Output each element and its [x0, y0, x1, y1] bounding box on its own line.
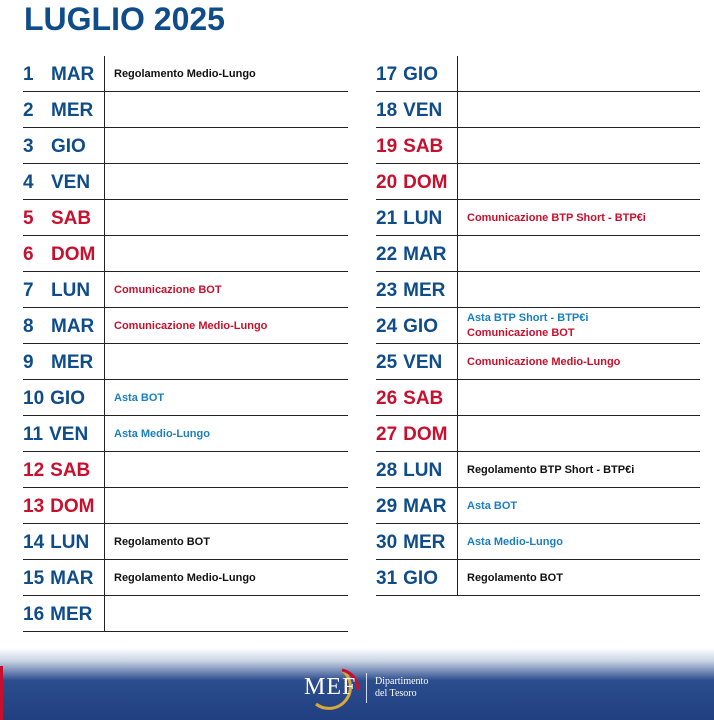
day-label — [376, 380, 456, 416]
day-events — [114, 272, 348, 308]
day-events — [114, 488, 348, 524]
day-number: 12 — [23, 460, 45, 481]
day-label — [23, 596, 103, 632]
day-number: 18 — [376, 100, 398, 121]
day-events — [467, 92, 700, 128]
day-number: 1 — [23, 64, 34, 85]
day-label — [23, 560, 103, 596]
day-label — [23, 416, 103, 452]
weekday-name: GIO — [403, 64, 438, 85]
weekday-name: SAB — [403, 388, 444, 409]
day-number: 26 — [376, 388, 398, 409]
calendar-day-row — [23, 164, 348, 200]
day-label — [23, 488, 103, 524]
day-events — [114, 128, 348, 164]
weekday-name: LUN — [403, 208, 443, 229]
day-label — [376, 560, 456, 596]
day-events — [114, 308, 348, 344]
column-divider — [457, 452, 458, 487]
event-entry: Comunicazione BTP Short - BTP€i — [467, 211, 646, 224]
column-divider — [104, 560, 105, 595]
column-divider — [457, 200, 458, 235]
event-entry: Asta BOT — [114, 391, 165, 404]
day-label — [376, 56, 456, 92]
day-label — [23, 308, 103, 344]
weekday-name: GIO — [403, 568, 438, 589]
event-entry: Comunicazione BOT — [467, 327, 575, 339]
event-entry: Regolamento BOT — [114, 535, 210, 548]
day-label — [23, 200, 103, 236]
day-number: 8 — [23, 316, 34, 337]
calendar-day-row — [23, 92, 348, 128]
day-number: 15 — [23, 568, 45, 589]
column-divider — [104, 164, 105, 199]
column-divider — [104, 380, 105, 415]
day-number: 4 — [23, 172, 34, 193]
weekday-name: MAR — [403, 496, 447, 517]
day-number: 31 — [376, 568, 398, 589]
day-label — [23, 380, 103, 416]
weekday-name: MER — [403, 532, 446, 553]
day-label — [376, 416, 456, 452]
event-entry: Asta BTP Short - BTP€i — [467, 312, 589, 324]
day-label — [23, 164, 103, 200]
day-number: 28 — [376, 460, 398, 481]
day-number: 10 — [23, 388, 45, 409]
weekday-name: MER — [403, 280, 446, 301]
weekday-name: LUN — [50, 532, 90, 553]
department-name — [375, 676, 428, 700]
day-label — [376, 92, 456, 128]
day-number: 24 — [376, 316, 398, 337]
day-events — [467, 128, 700, 164]
department-line-1: Dipartimento — [375, 676, 429, 687]
column-divider — [457, 128, 458, 163]
day-number: 27 — [376, 424, 398, 445]
column-divider — [457, 560, 458, 595]
column-divider — [104, 452, 105, 487]
day-label — [376, 308, 456, 344]
calendar-day-row — [376, 200, 700, 236]
column-divider — [104, 524, 105, 559]
weekday-name: GIO — [403, 316, 438, 337]
calendar-column-right — [376, 56, 700, 596]
calendar-day-row — [23, 416, 348, 452]
day-label — [376, 344, 456, 380]
column-divider — [104, 344, 105, 379]
event-entry: Comunicazione BOT — [114, 283, 222, 296]
day-number: 3 — [23, 136, 34, 157]
calendar-day-row — [376, 272, 700, 308]
day-events — [114, 344, 348, 380]
day-events — [114, 164, 348, 200]
weekday-name: MAR — [51, 64, 95, 85]
day-label — [376, 488, 456, 524]
day-events — [467, 524, 700, 560]
day-number: 11 — [23, 424, 44, 445]
weekday-name: VEN — [403, 100, 443, 121]
column-divider — [457, 164, 458, 199]
day-number: 25 — [376, 352, 398, 373]
day-events — [114, 56, 348, 92]
weekday-name: VEN — [49, 424, 89, 445]
day-label — [376, 164, 456, 200]
column-divider — [457, 380, 458, 415]
day-events — [114, 524, 348, 560]
day-label — [23, 56, 103, 92]
weekday-name: SAB — [50, 460, 91, 481]
day-events — [114, 92, 348, 128]
calendar-day-row — [376, 92, 700, 128]
event-entry: Asta Medio-Lungo — [114, 427, 210, 440]
event-entry: Regolamento Medio-Lungo — [114, 571, 256, 584]
calendar-day-row — [376, 56, 700, 92]
day-events — [114, 596, 348, 632]
event-entry: Comunicazione Medio-Lungo — [467, 355, 621, 368]
calendar-day-row — [23, 272, 348, 308]
column-divider — [104, 308, 105, 343]
day-label — [23, 452, 103, 488]
column-divider — [104, 596, 105, 631]
column-divider — [104, 200, 105, 235]
weekday-name: GIO — [51, 136, 86, 157]
day-number: 20 — [376, 172, 398, 193]
day-events — [114, 416, 348, 452]
weekday-name: MAR — [50, 568, 94, 589]
calendar-day-row — [376, 416, 700, 452]
day-number: 19 — [376, 136, 398, 157]
day-label — [23, 236, 103, 272]
column-divider — [457, 236, 458, 271]
day-number: 23 — [376, 280, 398, 301]
day-number: 29 — [376, 496, 398, 517]
column-divider — [104, 488, 105, 523]
day-number: 16 — [23, 604, 45, 625]
weekday-name: VEN — [51, 172, 91, 193]
day-label — [23, 128, 103, 164]
calendar-day-row — [23, 56, 348, 92]
day-label — [376, 128, 456, 164]
weekday-name: VEN — [403, 352, 443, 373]
column-divider — [457, 488, 458, 523]
calendar-day-row — [376, 380, 700, 416]
footer-banner — [0, 648, 714, 720]
column-divider — [104, 272, 105, 307]
day-number: 14 — [23, 532, 45, 553]
day-events — [467, 488, 700, 524]
column-divider — [104, 56, 105, 91]
weekday-name: MAR — [403, 244, 447, 265]
calendar-day-row — [376, 128, 700, 164]
weekday-name: MAR — [51, 316, 95, 337]
calendar-day-row — [23, 488, 348, 524]
footer-edge-stripe — [0, 666, 3, 720]
day-events — [114, 236, 348, 272]
column-divider — [104, 92, 105, 127]
day-number: 21 — [376, 208, 398, 229]
day-events — [467, 452, 700, 488]
page-title: LUGLIO 2025 — [24, 1, 225, 37]
calendar-day-row — [23, 560, 348, 596]
column-divider — [457, 92, 458, 127]
day-label — [23, 344, 103, 380]
calendar-day-row — [376, 524, 700, 560]
day-events — [114, 200, 348, 236]
day-events — [467, 200, 700, 236]
day-events — [467, 56, 700, 92]
column-divider — [457, 524, 458, 559]
column-divider — [104, 236, 105, 271]
calendar-day-row — [23, 128, 348, 164]
department-line-2: del Tesoro — [375, 688, 417, 699]
day-label — [376, 236, 456, 272]
calendar-column-left — [23, 56, 348, 632]
calendar-day-row — [376, 344, 700, 380]
calendar-day-row — [376, 560, 700, 596]
day-label — [376, 200, 456, 236]
day-number: 13 — [23, 496, 45, 517]
weekday-name: GIO — [50, 388, 85, 409]
column-divider — [457, 272, 458, 307]
weekday-name: DOM — [403, 172, 448, 193]
day-label — [23, 272, 103, 308]
day-label — [23, 92, 103, 128]
weekday-name: DOM — [50, 496, 95, 517]
day-events — [467, 416, 700, 452]
calendar-day-row — [376, 308, 700, 344]
event-entry: Regolamento Medio-Lungo — [114, 67, 256, 80]
day-number: 22 — [376, 244, 398, 265]
calendar-day-row — [376, 488, 700, 524]
day-number: 30 — [376, 532, 398, 553]
weekday-name: SAB — [51, 208, 92, 229]
calendar-day-row — [23, 596, 348, 632]
day-events — [467, 380, 700, 416]
day-label — [376, 452, 456, 488]
calendar-day-row — [23, 380, 348, 416]
column-divider — [457, 56, 458, 91]
mef-logo — [302, 664, 428, 712]
day-events — [467, 560, 700, 596]
event-entry: Regolamento BTP Short - BTP€i — [467, 463, 635, 476]
calendar-day-row — [376, 452, 700, 488]
day-number: 5 — [23, 208, 34, 229]
day-events — [114, 380, 348, 416]
column-divider — [457, 416, 458, 451]
calendar-day-row — [23, 308, 348, 344]
weekday-name: MER — [51, 100, 94, 121]
day-events — [467, 308, 700, 344]
calendar-day-row — [23, 452, 348, 488]
column-divider — [104, 128, 105, 163]
calendar-day-row — [376, 236, 700, 272]
event-entry: Asta Medio-Lungo — [467, 535, 563, 548]
event-entry: Asta BOT — [467, 499, 518, 512]
calendar-day-row — [23, 344, 348, 380]
day-events — [467, 272, 700, 308]
column-divider — [457, 308, 458, 343]
logo-separator — [366, 673, 367, 703]
day-events — [467, 164, 700, 200]
day-events — [467, 344, 700, 380]
weekday-name: LUN — [403, 460, 443, 481]
weekday-name: SAB — [403, 136, 444, 157]
column-divider — [104, 416, 105, 451]
calendar-day-row — [23, 200, 348, 236]
weekday-name: DOM — [403, 424, 448, 445]
weekday-name: DOM — [51, 244, 96, 265]
day-number: 7 — [23, 280, 34, 301]
calendar-day-row — [376, 164, 700, 200]
calendar-day-row — [23, 236, 348, 272]
day-label — [376, 272, 456, 308]
calendar-day-row — [23, 524, 348, 560]
day-label — [376, 524, 456, 560]
day-number: 2 — [23, 100, 34, 121]
mef-logo-mark — [302, 664, 362, 712]
day-number: 9 — [23, 352, 34, 373]
mef-logo-text: MEF — [304, 674, 357, 700]
column-divider — [457, 344, 458, 379]
day-events — [114, 452, 348, 488]
day-label — [23, 524, 103, 560]
day-events — [114, 560, 348, 596]
weekday-name: MER — [51, 352, 94, 373]
weekday-name: LUN — [51, 280, 91, 301]
day-number: 6 — [23, 244, 34, 265]
event-entry: Regolamento BOT — [467, 571, 563, 584]
weekday-name: MER — [50, 604, 93, 625]
day-events — [467, 236, 700, 272]
day-number: 17 — [376, 64, 398, 85]
event-entry: Comunicazione Medio-Lungo — [114, 319, 268, 332]
